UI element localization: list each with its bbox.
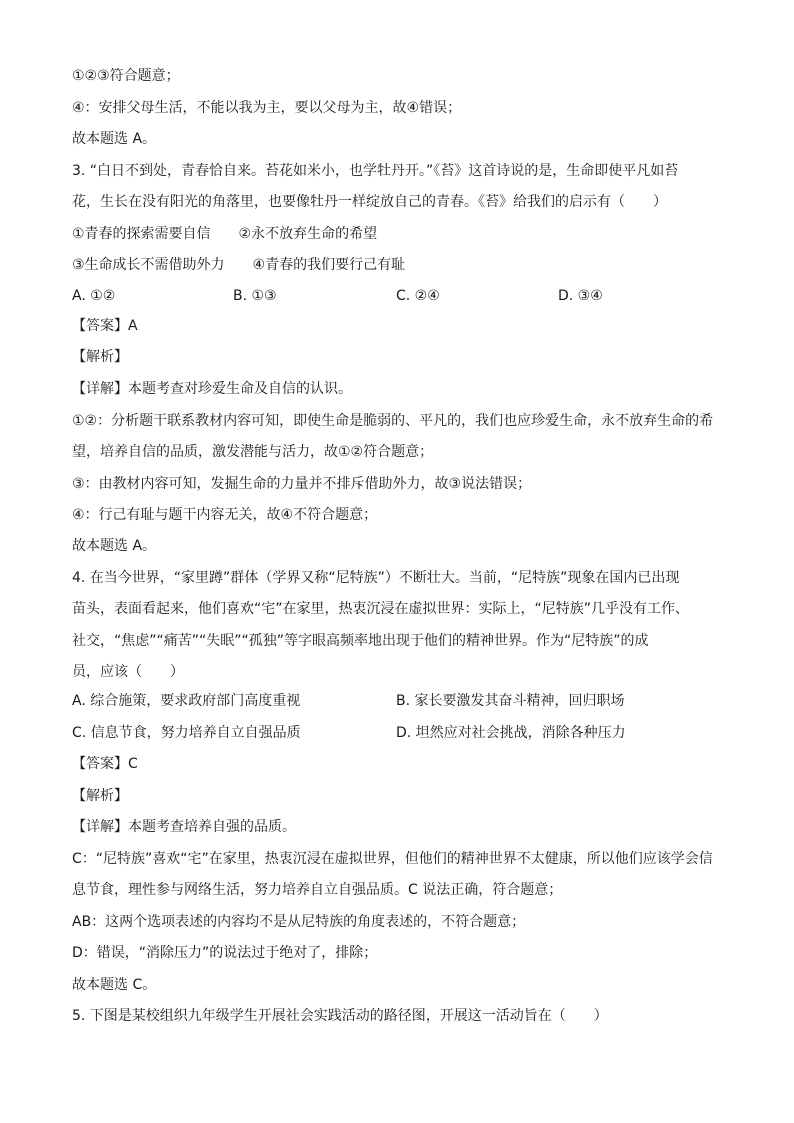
q3-option-d: D. ③④ <box>558 288 603 304</box>
q4-stem-line-1: 4. 在当今世界，“家里蹲”群体（学界又称“尼特族”）不断壮大。当前，“尼特族”现象在国内已出现 <box>72 570 680 586</box>
q3-conclusion: 故本题选 A。 <box>72 538 157 554</box>
q4-option-a: A. 综合施策，要求政府部门高度重视 <box>72 693 301 709</box>
q3-option-a: A. ①② <box>72 288 116 304</box>
q3-analysis-heading: 【解析】 <box>72 349 128 365</box>
q4-option-d: D. 坦然应对社会挑战，消除各种压力 <box>396 725 626 741</box>
q3-stem-line-1: 3. “白日不到处，青春恰自来。苔花如米小，也学牡丹开。”《苔》这首诗说的是，生命即使平凡如苔 <box>72 163 679 179</box>
q3-explanation-line-4: ④：行己有耻与题干内容无关，故④不符合题意； <box>72 507 378 523</box>
q3-explanation-line-2: 望，培养自信的品质，激发潜能与活力，故①②符合题意； <box>72 444 434 460</box>
q3-option-b: B. ①③ <box>233 288 277 304</box>
q4-explanation-line-3: AB：这两个选项表述的内容均不是从尼特族的角度表述的，不符合题意； <box>72 914 526 930</box>
q4-analysis-heading: 【解析】 <box>72 788 128 804</box>
q3-answer: 【答案】A <box>72 318 138 334</box>
q3-option-c: C. ②④ <box>396 288 440 304</box>
q4-conclusion: 故本题选 C。 <box>72 977 157 993</box>
q3-statements-line-1: ①青春的探索需要自信 ②永不放弃生命的希望 <box>72 226 378 242</box>
q4-explanation-line-1: C：“尼特族”喜欢“宅”在家里，热衷沉浸在虚拟世界，但他们的精神世界不太健康，所以他们应该学会信 <box>72 851 713 867</box>
q4-option-b: B. 家长要激发其奋斗精神，回归职场 <box>396 693 625 709</box>
q2-analysis-line-2: ④：安排父母生活，不能以我为主，要以父母为主，故④错误； <box>72 100 462 116</box>
q3-stem-line-2: 花，生长在没有阳光的角落里，也要像牡丹一样绽放自己的青春。《苔》给我们的启示有（ ） <box>72 194 667 210</box>
q4-stem-line-3: 社交，“焦虑”“痛苦”“失眠”“孤独”等字眼高频率地出现于他们的精神世界。作为“尼特族”的成 <box>72 633 649 649</box>
q4-explanation-line-4: D：错误，“消除压力”的说法过于绝对了，排除； <box>72 945 378 961</box>
q2-analysis-line-1: ①②③符合题意； <box>72 68 180 84</box>
q3-statements-line-2: ③生命成长不需借助外力 ④青春的我们要行己有耻 <box>72 257 406 273</box>
q4-detail-heading: 【详解】本题考查培养自强的品质。 <box>72 819 296 835</box>
q2-conclusion: 故本题选 A。 <box>72 131 157 147</box>
q4-answer: 【答案】C <box>72 756 138 772</box>
q4-explanation-line-2: 息节食，理性参与网络生活，努力培养自立自强品质。C 说法正确，符合题意； <box>72 882 563 898</box>
q4-stem-line-2: 苗头，表面看起来，他们喜欢“宅”在家里，热衷沉浸在虚拟世界：实际上，“尼特族”几乎没有工作、 <box>72 601 690 617</box>
q3-detail-heading: 【详解】本题考查对珍爱生命及自信的认识。 <box>72 381 352 397</box>
q5-stem-line-1: 5. 下图是某校组织九年级学生开展社会实践活动的路径图，开展这一活动旨在（ ） <box>72 1008 608 1024</box>
q3-explanation-line-1: ①②：分析题干联系教材内容可知，即使生命是脆弱的、平凡的，我们也应珍爱生命，永不放弃生命的希 <box>72 413 714 429</box>
q4-option-c: C. 信息节食，努力培养自立自强品质 <box>72 725 301 741</box>
q4-stem-line-4: 员，应该（ ） <box>72 664 184 680</box>
q3-explanation-line-3: ③：由教材内容可知，发掘生命的力量并不排斥借助外力，故③说法错误； <box>72 476 532 492</box>
